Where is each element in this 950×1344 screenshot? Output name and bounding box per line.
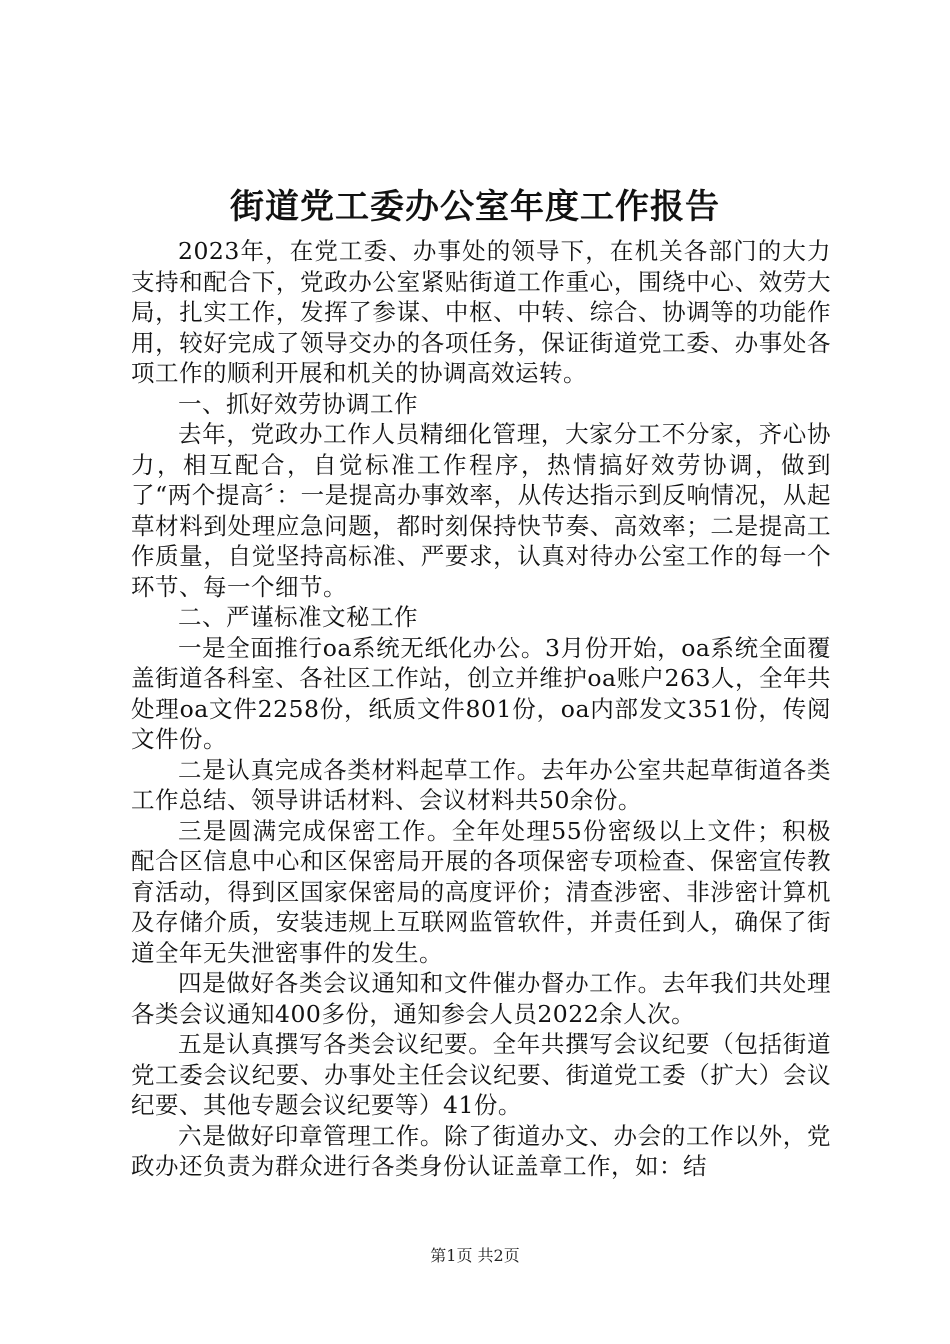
section-heading-2: 二、严谨标准文秘工作	[178, 603, 418, 631]
paragraph-item-5: 五是认真撰写各类会议纪要。全年共撰写会议纪要（包括街道党工委会议纪要、办事处主任会议纪要、街道党工委（扩大）会议纪要、其他专题会议纪要等）41份。	[131, 1030, 831, 1119]
paragraph-item-1: 一是全面推行oa系统无纸化办公。3月份开始，oa系统全面覆盖街道各科室、各社区工作站，创立并维护oa账户263人，全年共处理oa文件2258份，纸质文件801份，oa内部发文351份，传阅文件份。	[131, 633, 831, 753]
paragraph-section-1: 去年，党政办工作人员精细化管理，大家分工不分家，齐心协力，相互配合，自觉标准工作程序，热情搞好效劳协调，做到了“两个提高〞：一是提高办事效率，从传达指示到反响情况，从起草材料到处理应急问题，都时刻保持快节奏、高效率；二是提高工作质量，自觉坚持高标准、严要求，认真对待办公室工作的每一个环节、每一个细节。	[131, 420, 831, 601]
paragraph-intro: 2023年，在党工委、办事处的领导下，在机关各部门的大力支持和配合下，党政办公室紧贴街道工作重心，围绕中心、效劳大局，扎实工作，发挥了参谋、中枢、中转、综合、协调等的功能作用，较好完成了领导交办的各项任务，保证街道党工委、办事处各项工作的顺利开展和机关的协调高效运转。	[131, 237, 831, 387]
section-heading-1: 一、抓好效劳协调工作	[178, 389, 418, 418]
paragraph-item-6: 六是做好印章管理工作。除了街道办文、办会的工作以外，党政办还负责为群众进行各类身份认证盖章工作，如：结	[131, 1121, 831, 1180]
page-footer: 第1页 共2页	[430, 1246, 520, 1265]
document-body	[131, 236, 831, 1182]
paragraph-item-4: 四是做好各类会议通知和文件催办督办工作。去年我们共处理各类会议通知400多份，通知参会人员2022余人次。	[131, 969, 831, 1028]
paragraph-item-3: 三是圆满完成保密工作。全年处理55份密级以上文件；积极配合区信息中心和区保密局开展的各项保密专项检查、保密宣传教育活动，得到区国家保密局的高度评价；清查涉密、非涉密计算机及存储介质，安装违规上互联网监管软件，并责任到人，确保了街道全年无失泄密事件的发生。	[131, 816, 831, 967]
document-title: 街道党工委办公室年度工作报告	[230, 187, 720, 227]
paragraph-item-2: 二是认真完成各类材料起草工作。去年办公室共起草街道各类工作总结、领导讲话材料、会议材料共50余份。	[131, 755, 831, 814]
